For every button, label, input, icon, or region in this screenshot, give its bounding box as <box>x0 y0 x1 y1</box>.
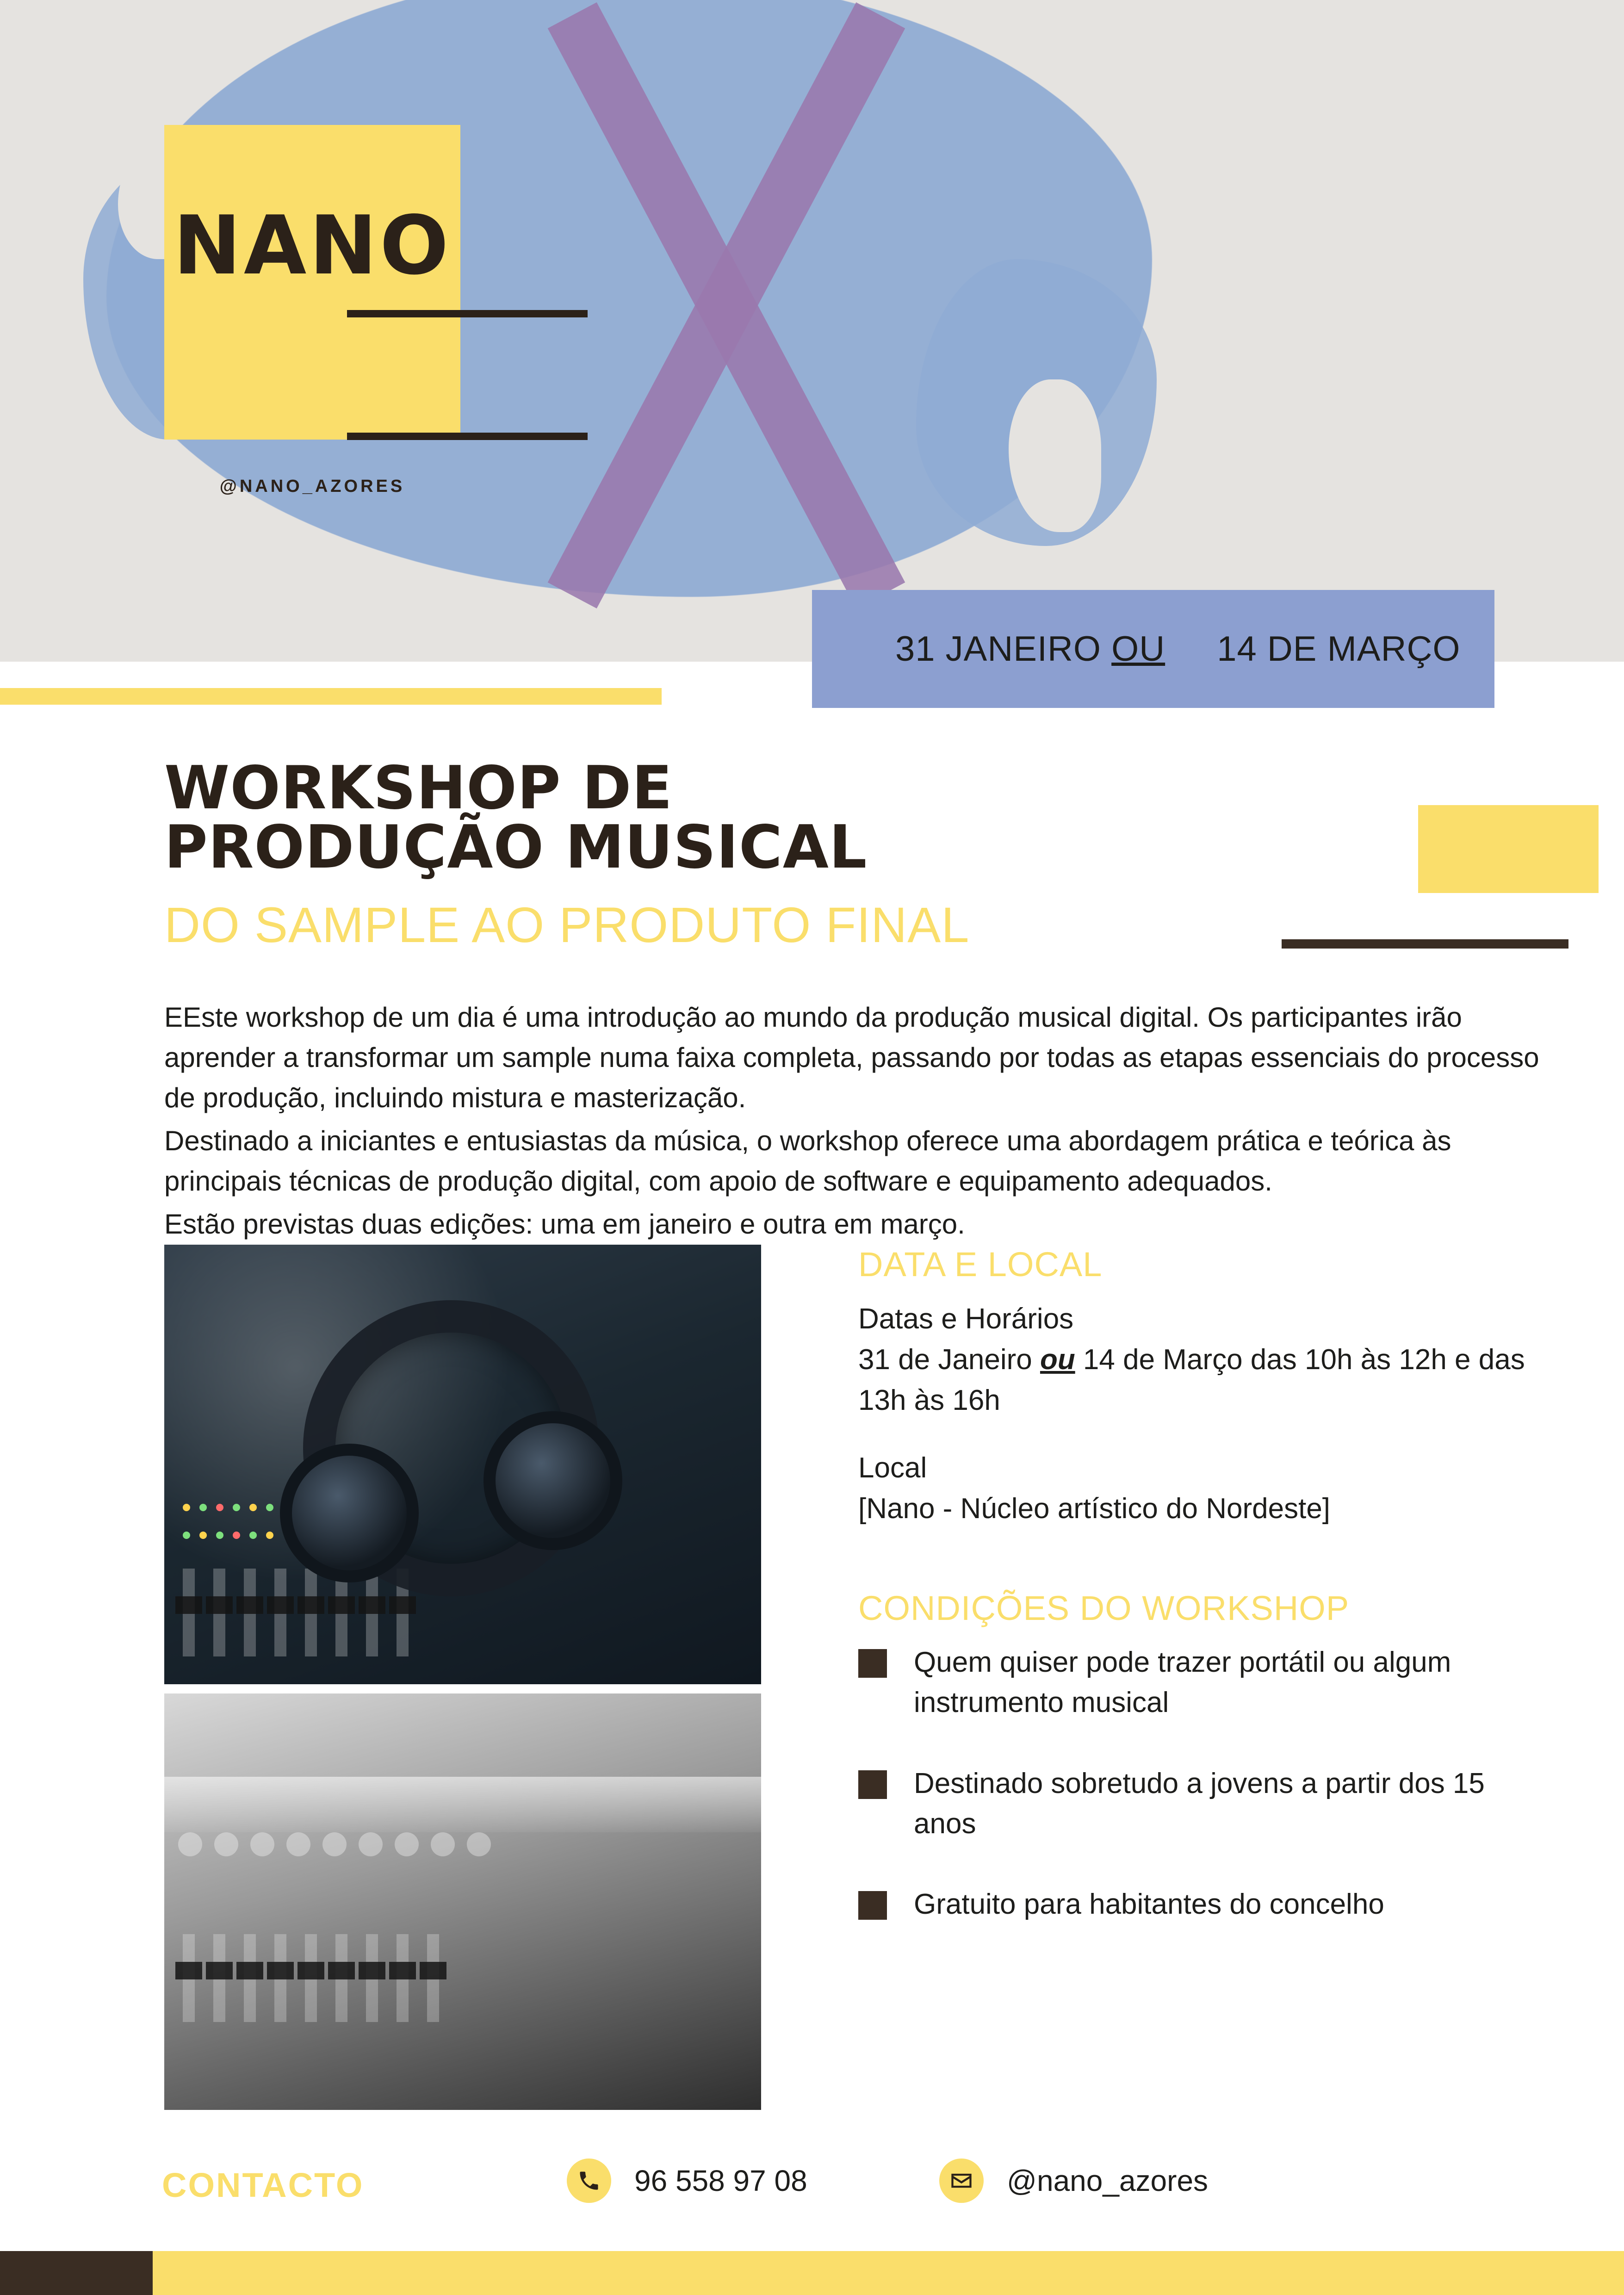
purple-cross-graphic <box>453 14 999 597</box>
footer-bar-dark <box>0 2251 153 2295</box>
dates-value: 31 de Janeiro ou 14 de Março das 10h às 12h e das 13h às 16h <box>858 1344 1525 1417</box>
list-item-label: Gratuito para habitantes do concelho <box>914 1888 1384 1921</box>
title-block <box>164 754 1228 954</box>
phone-icon <box>567 2159 611 2203</box>
list-item <box>858 1764 1552 1844</box>
page-subtitle: DO SAMPLE AO PRODUTO FINAL <box>164 897 970 953</box>
section-heading-date-location: DATA E LOCAL <box>858 1245 1103 1284</box>
square-bullet-icon <box>858 1891 887 1920</box>
dates-label: Datas e Horários <box>858 1303 1074 1335</box>
contact-phone-number: 96 558 97 08 <box>634 2164 807 2197</box>
page-title-line1: WORKSHOP DE <box>164 754 673 823</box>
contact-label: CONTACTO <box>162 2166 364 2204</box>
logo-rule-bottom <box>347 433 588 440</box>
yellow-square-accent <box>1418 805 1599 893</box>
logo-wordmark: NANO <box>173 199 452 293</box>
photo-illustration-bottom <box>164 1693 761 2110</box>
photo-headphones-mixer <box>164 1245 761 1684</box>
list-item <box>858 1643 1552 1723</box>
date-band <box>812 590 1494 708</box>
intro-paragraph-1: EEste workshop de um dia é uma introdução ao mundo da produção musical digital. Os participantes irão aprender a transformar um sample numa faixa completa, passando por todas as etapas essenciais do processo de produção, incluindo mistura e masterização. <box>164 1002 1539 1113</box>
contact-instagram[interactable] <box>939 2159 1208 2203</box>
list-item-label: Quem quiser pode trazer portátil ou algum instrumento musical <box>914 1646 1451 1718</box>
list-item-label: Destinado sobretudo a jovens a partir dos 15 anos <box>914 1767 1485 1840</box>
logo-rule-top <box>347 310 588 317</box>
square-bullet-icon <box>858 1770 887 1799</box>
date-band-text: 31 JANEIRO OU 14 DE MARÇO <box>895 629 1461 669</box>
place-value: [Nano - Núcleo artístico do Nordeste] <box>858 1493 1331 1525</box>
yellow-rule-accent <box>0 688 662 705</box>
intro-paragraph-2: Destinado a iniciantes e entusiastas da música, o workshop oferece uma abordagem prática e teórica às principais técnicas de produção digital, com apoio de software e equipamento adequados. <box>164 1125 1451 1197</box>
conditions-list <box>858 1643 1552 1925</box>
contact-instagram-handle: @nano_azores <box>1007 2164 1209 2197</box>
contact-phone[interactable] <box>567 2159 807 2203</box>
envelope-icon <box>939 2159 984 2203</box>
poster-header <box>0 0 1624 662</box>
place-label: Local <box>858 1452 927 1484</box>
square-bullet-icon <box>858 1649 887 1678</box>
logo-box <box>164 125 460 496</box>
list-item <box>858 1885 1552 1925</box>
photo-illustration-top <box>164 1245 761 1684</box>
photo-mixing-console <box>164 1693 761 2110</box>
headphone-earcup-left <box>280 1444 419 1582</box>
section-heading-conditions: CONDIÇÕES DO WORKSHOP <box>858 1589 1350 1628</box>
dark-rule-accent <box>1282 939 1568 949</box>
intro-text <box>164 997 1548 1244</box>
page-title-line2: PRODUÇÃO MUSICAL <box>164 813 868 882</box>
intro-paragraph-3: Estão previstas duas edições: uma em janeiro e outra em março. <box>164 1209 965 1240</box>
headphone-earcup-right <box>483 1411 622 1550</box>
details-column <box>858 1245 1552 1966</box>
footer-bar-yellow <box>153 2251 1624 2295</box>
logo-handle: @NANO_AZORES <box>219 477 405 496</box>
